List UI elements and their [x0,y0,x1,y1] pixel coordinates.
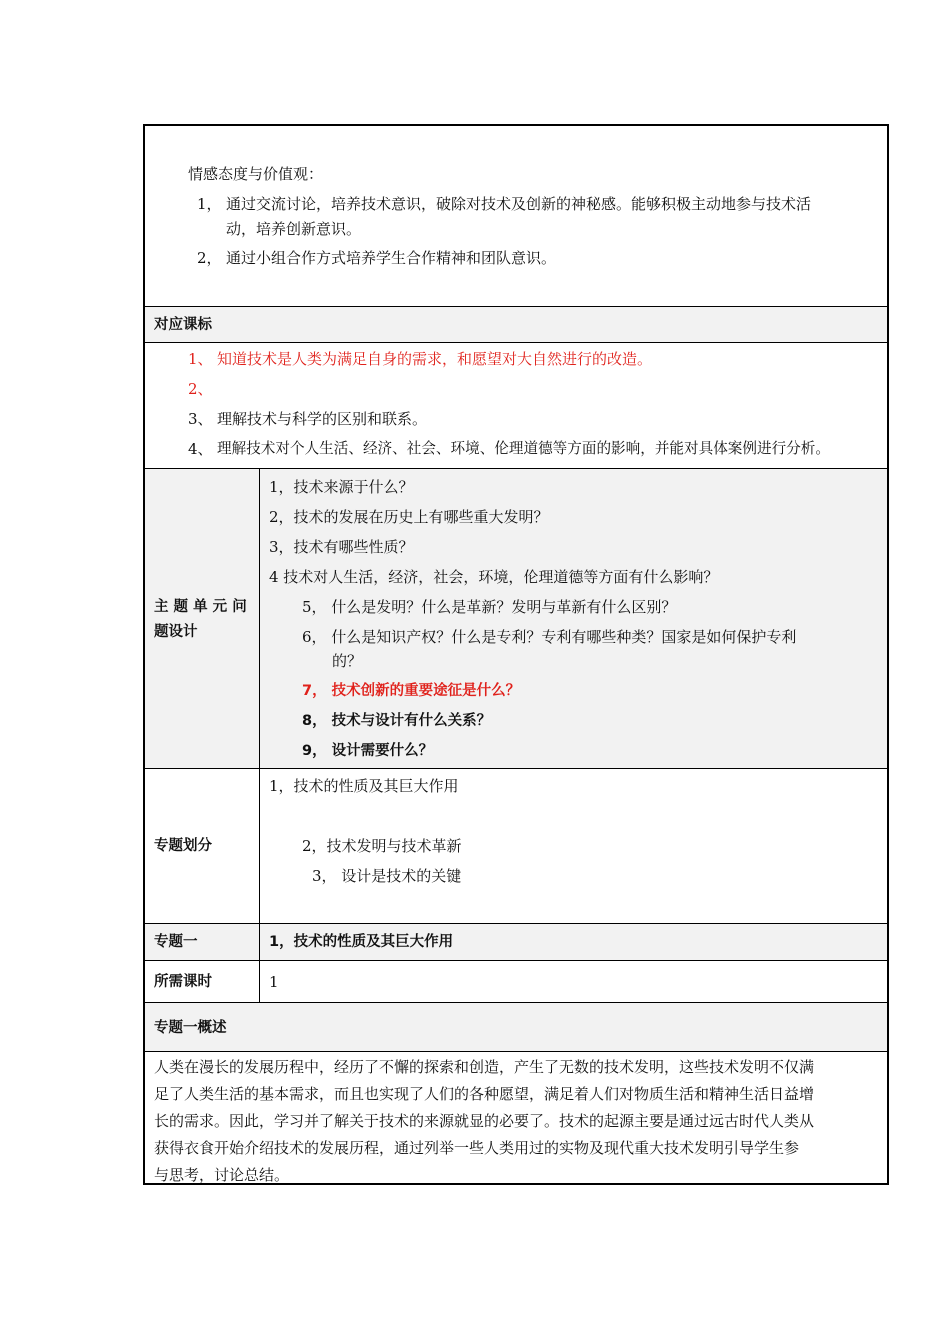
standard-item-3-text: 理解技术与科学的区别和联系。 [217,410,428,428]
topics-value-cell [260,769,887,923]
question-6-cont: 的？ [332,652,363,670]
affective-item-2-text: 通过小组合作方式培养学生合作精神和团队意识。 [226,249,557,267]
hours-value: 1 [269,973,279,991]
hours-value-cell [260,961,887,1002]
topic-1: 1，技术的性质及其巨大作用 [269,777,459,795]
topics-label: 专题划分 [154,838,212,854]
overview-label: 专题一概述 [154,1020,227,1036]
topic-one-value: 1，技术的性质及其巨大作用 [269,934,454,950]
overview-content-row [145,1051,887,1183]
topic-one-row [145,923,887,960]
topic-one-label: 专题一 [154,934,198,950]
overview-line-1: 人类在漫长的发展历程中，经历了不懈的探索和创造，产生了无数的技术发明，这些技术发明不仅满 [154,1058,815,1076]
topic-one-value-cell [260,924,887,960]
questions-value-cell [260,469,887,768]
standards-label: 对应课标 [154,317,212,333]
affective-section [145,126,887,306]
standards-header-row [145,306,887,342]
overview-line-2: 足了人类生活的基本需求，而且也实现了人们的各种愿望，满足着人们对物质生活和精神生活日益增 [154,1085,815,1103]
topic-3: 3， 设计是技术的关键 [312,867,462,885]
question-4: 4 技术对人生活，经济，社会，环境，伦理道德等方面有什么影响？ [269,568,719,586]
questions-label-line2: 题设计 [154,624,198,640]
overview-line-4: 获得衣食开始介绍技术的发展历程，通过列举一些人类用过的实物及现代重大技术发明引导学生参 [154,1139,800,1157]
question-1: 1，技术来源于什么？ [269,478,414,496]
affective-item-1-cont: 动，培养创新意识。 [226,220,362,238]
topic-one-label-cell [145,924,260,960]
topics-label-cell [145,769,260,923]
topic-2: 2，技术发明与技术革新 [302,837,462,855]
standard-item-4-text: 理解技术对个人生活、经济、社会、环境、伦理道德等方面的影响，并能对具体案例进行分析。 [217,440,830,457]
questions-label-line1: 主 题 单 元 问 [154,599,247,615]
question-2: 2，技术的发展在历史上有哪些重大发明？ [269,508,549,526]
question-8: 8， 技术与设计有什么关系？ [302,713,492,729]
affective-heading: 情感态度与价值观： [188,165,324,183]
standard-item-4-num: 4、 [188,440,213,458]
hours-row [145,960,887,1002]
lesson-plan-table [143,124,889,1185]
standards-content-row [145,342,887,468]
question-5: 5， 什么是发明？什么是革新？发明与革新有什么区别？ [302,598,677,616]
standard-item-3-num: 3、 [188,410,213,428]
question-7: 7， 技术创新的重要途征是什么？ [302,683,521,699]
question-6: 6， 什么是知识产权？什么是专利？专利有哪些种类？国家是如何保护专利 [302,628,797,646]
question-9: 9， 设计需要什么？ [302,743,434,759]
affective-item-1-text: 通过交流讨论，培养技术意识，破除对技术及创新的神秘感。能够积极主动地参与技术活 [226,195,812,213]
standard-item-1-num: 1、 [188,350,213,368]
question-3: 3，技术有哪些性质？ [269,538,414,556]
questions-label-cell [145,469,260,768]
hours-label: 所需课时 [154,974,212,990]
hours-label-cell [145,961,260,1002]
overview-line-3: 长的需求。因此，学习并了解关于技术的来源就显的必要了。技术的起源主要是通过远古时代人类从 [154,1112,815,1130]
overview-line-5: 与思考，讨论总结。 [154,1166,290,1184]
affective-item-1-num: 1， [197,195,222,213]
overview-header-row [145,1002,887,1051]
topics-row [145,768,887,923]
standard-item-2-num: 2、 [188,380,213,398]
questions-row [145,468,887,768]
affective-item-2-num: 2， [197,249,222,267]
standard-item-1-text: 知道技术是人类为满足自身的需求，和愿望对大自然进行的改造。 [217,350,653,368]
